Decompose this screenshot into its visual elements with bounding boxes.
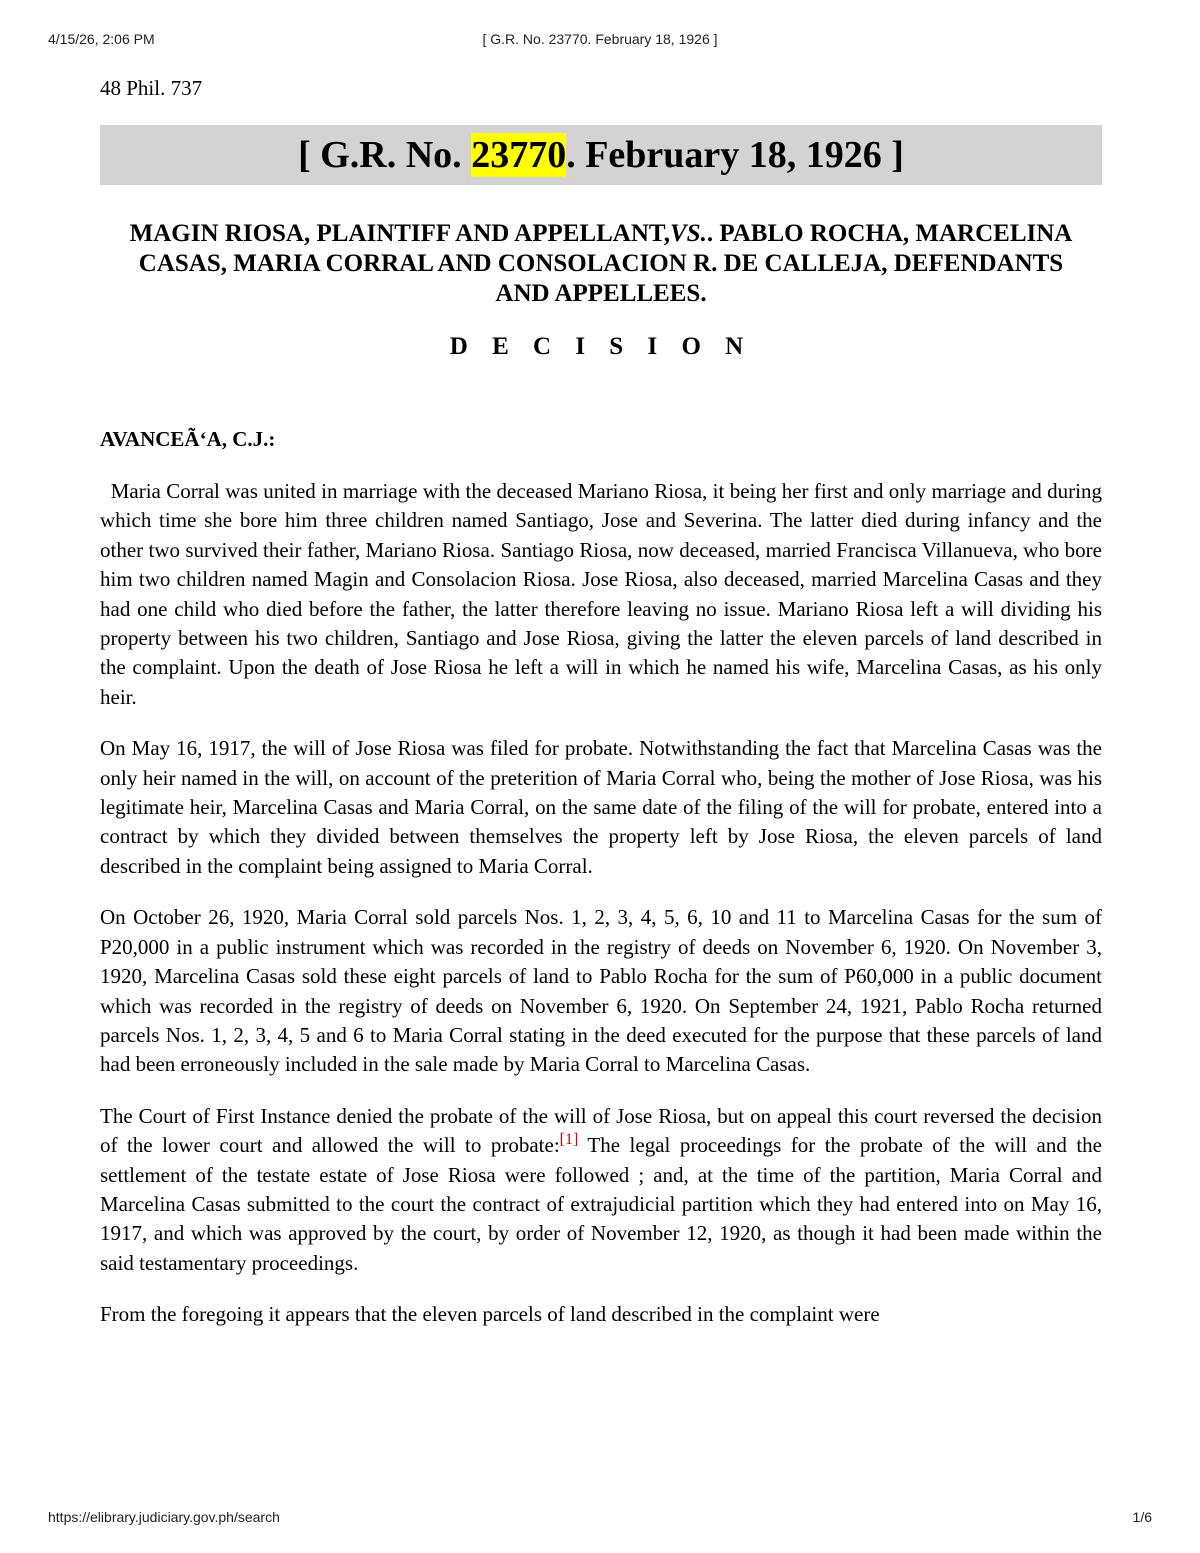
case-title-prefix: [ G.R. No. (298, 134, 472, 176)
case-title-suffix: . February 18, 1926 ] (566, 134, 904, 176)
parties-vs: VS. (669, 220, 707, 247)
print-page-indicator: 1/6 (1132, 1509, 1152, 1525)
print-datetime: 4/15/26, 2:06 PM (48, 31, 155, 47)
ponente: AVANCEÃ‘A, C.J.: (100, 427, 276, 451)
parties-defendants: . PABLO ROCHA, MARCELINA CASAS, MARIA CORRAL AND CONSOLACION R. DE CALLEJA, DEFENDANTS AND APPELLEES. (138, 220, 1073, 307)
paragraph-5: From the foregoing it appears that the eleven parcels of land described in the complaint were (100, 1302, 880, 1327)
case-number-highlight: 23770 (471, 134, 567, 176)
case-parties (100, 219, 1102, 309)
paragraph-4-text-a: The Court of First Instance denied the probate of the will of Jose Riosa, but on appeal this court reversed the decision of the lower court and allowed the will to probate: (100, 1103, 1102, 1158)
print-url: https://elibrary.judiciary.gov.ph/search (48, 1509, 280, 1525)
paragraph-4-text-b: The legal proceedings for the probate of the will and the settlement of the testate estate of Jose Riosa were followed ; and, at the time of the partition, Maria Corral and Marcelina Casas submitted to the court the contract of extrajudicial partition which they had entered into on May 16, 1917, and which was approved by the court, by order of November 12, 1920, as though it had been made within the said testamentary proceedings. (100, 1133, 1102, 1275)
parties-plaintiff: MAGIN RIOSA, PLAINTIFF AND APPELLANT, (129, 220, 670, 247)
case-title (100, 125, 1102, 185)
document-body (100, 60, 1102, 1351)
print-page-title: [ G.R. No. 23770. February 18, 1926 ] (482, 31, 718, 47)
footnote-link[interactable]: [1] (559, 1131, 579, 1149)
paragraph-1: Maria Corral was united in marriage with the deceased Mariano Riosa, it being her first and only marriage and during which time she bore him three children named Santiago, Jose and Severina. The latter died during infancy and the other two survived their father, Mariano Riosa. Santiago Riosa, now deceased, married Francisca Villanueva, who bore him two children named Magin and Consolacion Riosa. Jose Riosa, also deceased, married Marcelina Casas and they had one child who died before the father, the latter therefore leaving no issue. Mariano Riosa left a will dividing his property between his two children, Santiago and Jose Riosa, giving the latter the eleven parcels of land described in the complaint. Upon the death of Jose Riosa he left a will in which he named his wife, Marcelina Casas, as his only heir. (100, 479, 1102, 709)
citation: 48 Phil. 737 (100, 76, 203, 100)
paragraph-3: On October 26, 1920, Maria Corral sold parcels Nos. 1, 2, 3, 4, 5, 6, 10 and 11 to Marcelina Casas for the sum of P20,000 in a public instrument which was recorded in the registry of deeds on November 6, 1920. On November 3, 1920, Marcelina Casas sold these eight parcels of land to Pablo Rocha for the sum of P60,000 in a public document which was recorded in the registry of deeds on November 6, 1920. On September 24, 1921, Pablo Rocha returned parcels Nos. 1, 2, 3, 4, 5 and 6 to Maria Corral stating in the deed executed for the purpose that these parcels of land had been erroneously included in the sale made by Maria Corral to Marcelina Casas. (100, 905, 1102, 1077)
paragraph-2: On May 16, 1917, the will of Jose Riosa was filed for probate. Notwithstanding the fact that Marcelina Casas was the only heir named in the will, on account of the preterition of Maria Corral who, being the mother of Jose Riosa, was his legitimate heir, Marcelina Casas and Maria Corral, on the same date of the filing of the will for probate, entered into a contract by which they divided between themselves the property left by Jose Riosa, the eleven parcels of land described in the complaint being assigned to Maria Corral. (100, 736, 1102, 878)
paragraph-4 (100, 1102, 1102, 1278)
decision-heading: D E C I S I O N (449, 333, 753, 360)
